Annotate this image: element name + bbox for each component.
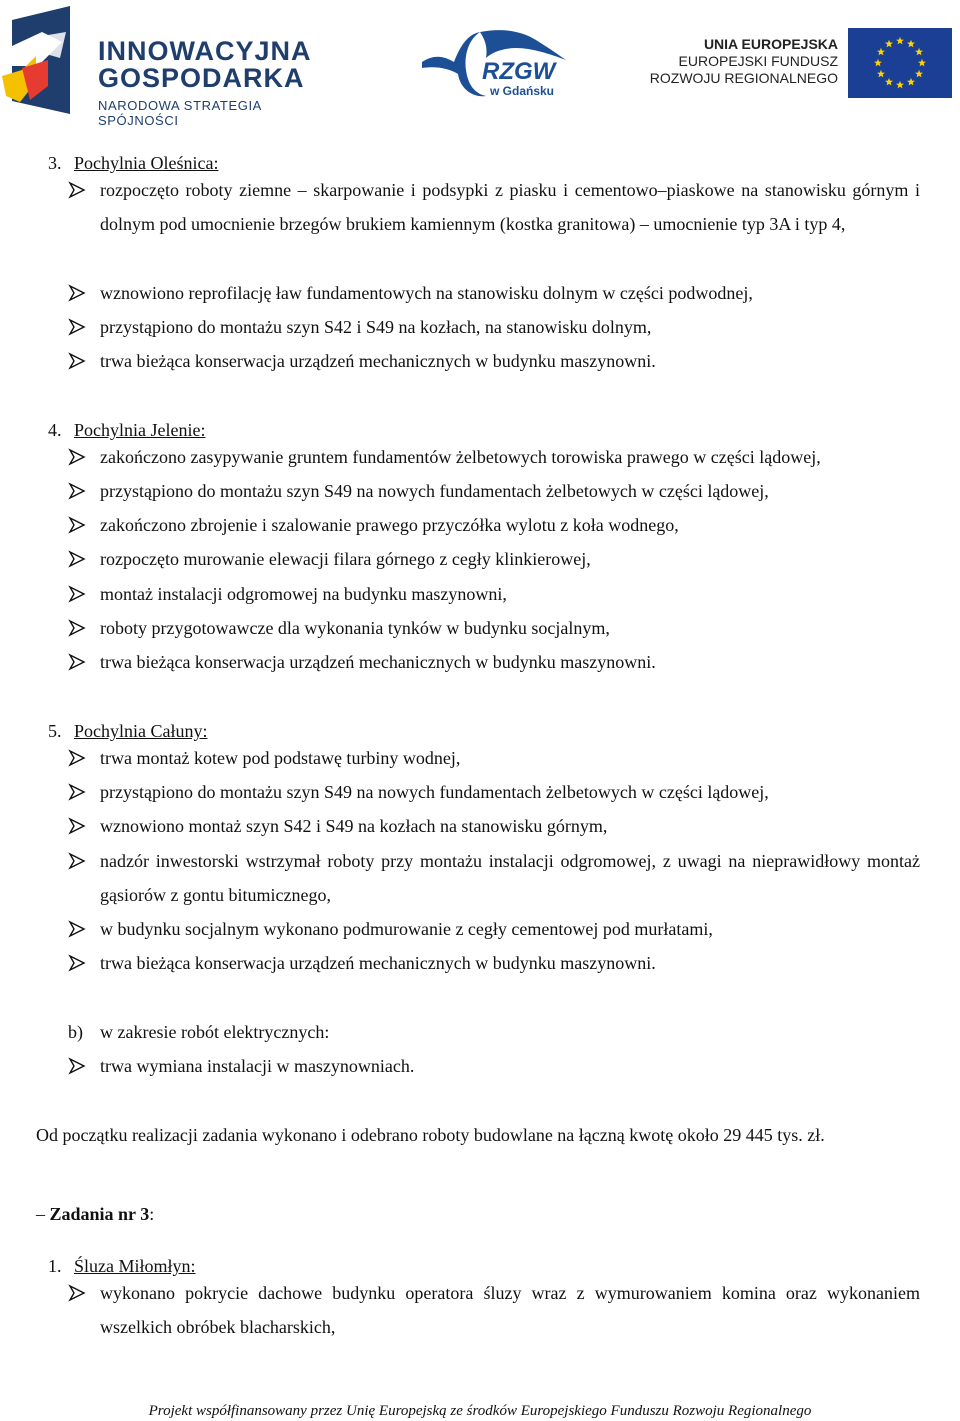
subsection-title: w zakresie robót elektrycznych: [100,1022,330,1042]
summary-paragraph: Od początku realizacji zadania wykonano i odebrano roboty budowlane na łączną kwotę około 29 445 tys. zł. [36,1125,825,1145]
arrow-bullet-icon [68,611,88,645]
section-name: Śluza Miłomłyn: [74,1256,196,1276]
list-item-text: przystąpiono do montażu szyn S49 na nowych fundamentach żelbetowych w części lądowej, [100,481,769,501]
list-item [68,344,920,378]
list-item [68,173,920,241]
list-item-text: wznowiono montaż szyn S42 i S49 na kozłach na stanowisku górnym, [100,816,608,836]
ig-wordmark [98,38,342,128]
list-item [68,1276,920,1344]
ig-subtitle: NARODOWA STRATEGIA SPÓJNOŚCI [98,98,262,128]
eu-wordmark [650,36,838,87]
list-item [68,611,920,645]
list-item [68,775,920,809]
electrical-works-heading [68,1021,329,1043]
section-name: Pochylnia Jelenie: [74,420,206,440]
arrow-bullet-icon [68,440,88,474]
list-item [68,474,920,508]
task3-suffix: : [149,1204,155,1224]
ig-line1: INNOWACYJNA [98,36,312,66]
section-title-jelenie [48,419,205,441]
list-item-text: przystąpiono do montażu szyn S49 na nowych fundamentach żelbetowych w części lądowej, [100,782,769,802]
list-item-text: zakończono zasypywanie gruntem fundamentów żelbetowych torowiska prawego w części lądowej, [100,447,821,467]
page-footer: Projekt współfinansowany przez Unię Europejską ze środków Europejskiego Funduszu Rozwoju Regionalnego [148,1403,812,1419]
arrow-bullet-icon [68,946,88,980]
arrow-bullet-icon [68,844,88,878]
eu-line3: ROZWOJU REGIONALNEGO [649,70,838,86]
section-number: 4. [48,420,62,440]
task3-prefix: – [36,1204,50,1224]
arrow-bullet-icon [68,474,88,508]
list-item-text: rozpoczęto roboty ziemne – skarpowanie i podsypki z piasku i cementowo–piaskowe na stanowisku górnym i dolnym pod umocnienie brzegów brukiem kamiennym (kostka granitowa) – umocnienie typ 3A i typ 4, [100,180,920,234]
list-item-text: wznowiono reprofilację ław fundamentowych na stanowisku dolnym w części podwodnej, [100,283,753,303]
list-item-text: wykonano pokrycie dachowe budynku operatora śluzy wraz z wymurowaniem komina oraz wykonaniem wszelkich obróbek blacharskich, [100,1283,920,1337]
list-item [68,542,920,576]
arrow-bullet-icon [68,912,88,946]
list-item-text: trwa wymiana instalacji w maszynowniach. [100,1056,415,1076]
list-item-text: nadzór inwestorski wstrzymał roboty przy montażu instalacji odgromowej, z uwagi na nieprawidłowy montaż gąsiorów z gontu bitumicznego, [100,851,920,905]
section-number: 1. [48,1256,62,1276]
eu-logo [649,26,958,98]
list-item [68,912,920,946]
section-number: 5. [48,721,62,741]
arrow-bullet-icon [68,1276,88,1310]
list-item [68,508,920,542]
list-item-text: trwa bieżąca konserwacja urządzeń mechanicznych w budynku maszynowni. [100,351,656,371]
list-item [68,946,920,980]
arrow-bullet-icon [68,508,88,542]
subsection-label: b) [68,1022,83,1042]
list-item [68,577,920,611]
list-item [68,440,920,474]
list-item-text: montaż instalacji odgromowej na budynku maszynowni, [100,584,507,604]
list-item-text: roboty przygotowawcze dla wykonania tynków w budynku socjalnym, [100,618,610,638]
list-item [68,809,920,843]
list-item [68,741,920,775]
eu-line2: EUROPEJSKI FUNDUSZ [678,53,838,69]
ig-line2: GOSPODARKA [98,63,305,93]
ig-star-icon [2,6,74,114]
innowacyjna-gospodarka-logo [2,6,342,128]
arrow-bullet-icon [68,344,88,378]
list-item-text: trwa montaż kotew pod podstawę turbiny wodnej, [100,748,461,768]
list-item-text: zakończono zbrojenie i szalowanie prawego przyczółka wylotu z koła wodnego, [100,515,679,535]
arrow-bullet-icon [68,276,88,310]
arrow-bullet-icon [68,775,88,809]
list-item [68,645,920,679]
list-item-text: trwa bieżąca konserwacja urządzeń mechanicznych w budynku maszynowni. [100,652,656,672]
rzgw-subtitle: w Gdańsku [490,84,555,98]
eu-flag-icon [848,28,952,98]
list-item-text: przystąpiono do montażu szyn S42 i S49 na kozłach, na stanowisku dolnym, [100,317,652,337]
task3-heading [36,1203,154,1225]
list-item [68,1049,920,1083]
task3-title: Zadania nr 3 [49,1204,150,1224]
section-title-caluny [48,720,208,742]
arrow-bullet-icon [68,173,88,207]
eu-line1: UNIA EUROPEJSKA [703,36,838,52]
list-item-text: w budynku socjalnym wykonano podmurowanie z cegły cementowej pod murłatami, [100,919,713,939]
page-header [0,0,960,128]
arrow-bullet-icon [68,542,88,576]
section-name: Pochylnia Oleśnica: [74,153,219,173]
section-title-olesnica [48,152,218,174]
arrow-bullet-icon [68,741,88,775]
arrow-bullet-icon [68,310,88,344]
arrow-bullet-icon [68,645,88,679]
arrow-bullet-icon [68,1049,88,1083]
section-title-sluza-milomlyn [48,1255,196,1277]
section-number: 3. [48,153,62,173]
section-name: Pochylnia Całuny: [74,721,208,741]
list-item [68,844,920,912]
rzgw-logo [420,26,570,102]
arrow-bullet-icon [68,577,88,611]
list-item-text: rozpoczęto murowanie elewacji filara górnego z cegły klinkierowej, [100,549,591,569]
list-item-text: trwa bieżąca konserwacja urządzeń mechanicznych w budynku maszynowni. [100,953,656,973]
list-item [68,310,920,344]
rzgw-name: RZGW [482,58,556,85]
arrow-bullet-icon [68,809,88,843]
list-item [68,276,920,310]
